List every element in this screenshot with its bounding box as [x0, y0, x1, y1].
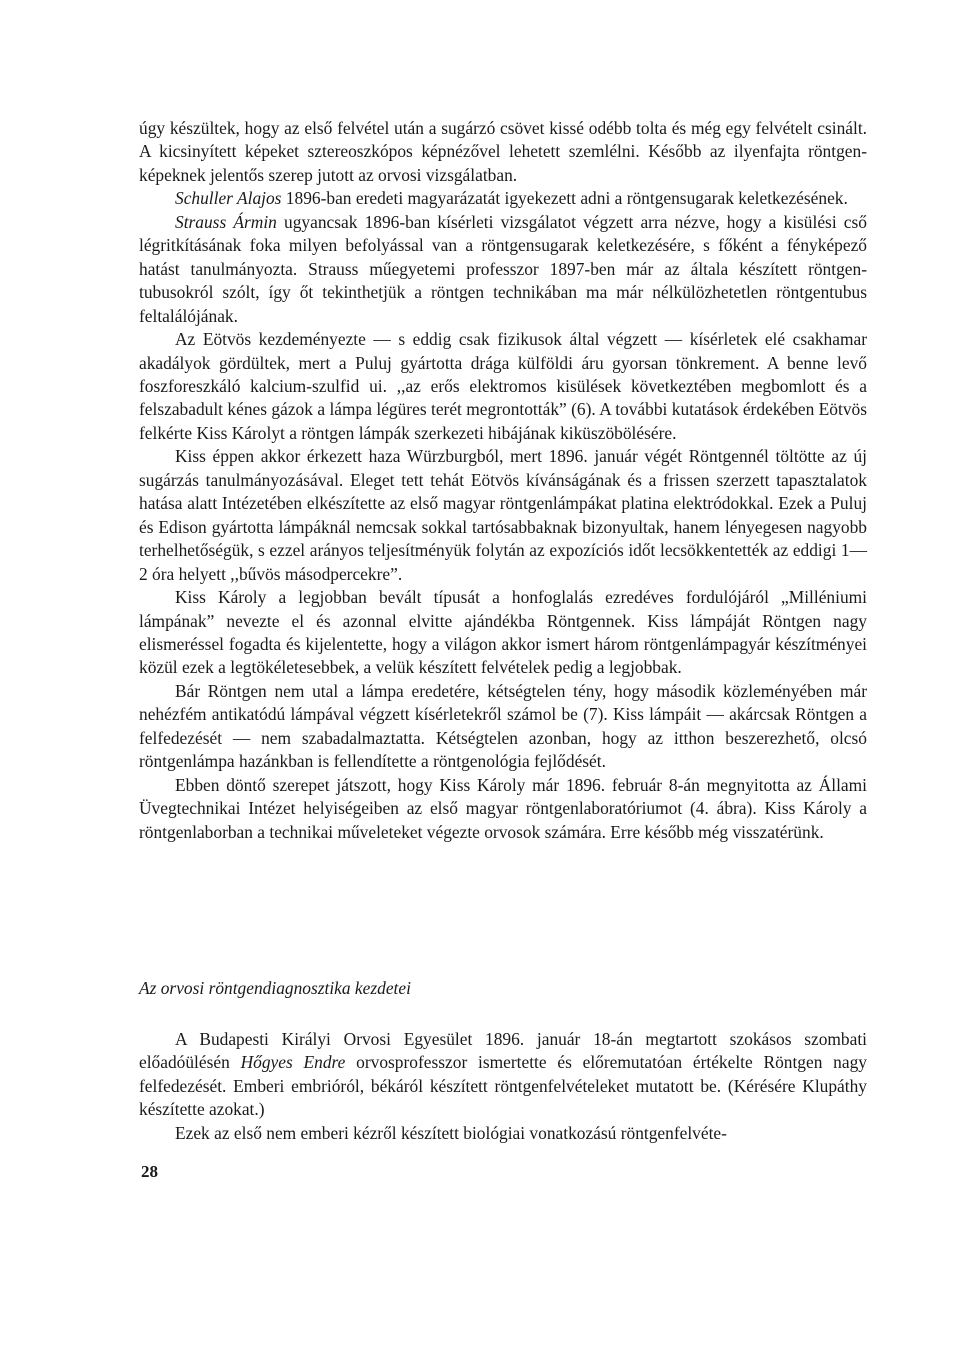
- paragraph-schuller: [139, 187, 867, 210]
- paragraph-intro: úgy készültek, hogy az első felvétel után a sugárzó csövet kissé odébb tolta és még egy felvételt csinált. A kicsinyített képeket sztereoszkópos képnézővel lehetett szemlélni. Később az ilyenfajta röntgen-képeknek jelentős szerep jutott az orvosi vizsgálatban.: [139, 118, 867, 185]
- paragraph-laboratory: Ebben döntő szerepet játszott, hogy Kiss Károly már 1896. február 8-án megnyitotta az Állami Üvegtechnikai Intézet helyiségeiben az első magyar röntgenlaboratóriumot (4. ábra). Kiss Károly a röntgenlaborban a technikai műveleteket végezte orvosok számára. Erre később még visszatérünk.: [139, 774, 867, 842]
- paragraph-millenium-lamp: Kiss Károly a legjobban bevált típusát a honfoglalás ezredéves fordulójáról „Milléniumi lámpának” nevezte el és azonnal elvitte ajándékba Röntgennek. Kiss lámpáját Röntgen nagy elismeréssel fogadta és kijelentette, hogy a világon akkor ismert három röntgenlámpagyár készítményei közül ezek a legtökéletesebbek, a velük készített felvételek pedig a legjobbak.: [139, 587, 867, 678]
- paragraph-strauss-text: ugyancsak 1896-ban kísérleti vizsgálatot végzett arra nézve, hogy a kisülési cső légritkításának foka milyen befolyással van a röntgensugarak keletkezésére, s főként a fényképező hatást tanulmányozta. Strauss műegyetemi professzor 1897-ben már az általa készített röntgen-tubusokról szólt, így őt tekinthetjük a röntgen technikában ma már nélkülözhetetlen röntgentubus feltalálójának.: [139, 211, 867, 326]
- person-name-schuller: Schuller Alajos: [175, 188, 282, 209]
- paragraph-rontgen-reference: Bár Röntgen nem utal a lámpa eredetére, kétségtelen tény, hogy második közleményében már nehézfém antikatódú lámpával végzett kísérletekről számol be (7). Kiss lámpáit — akárcsak Röntgen a felfedezését — nem szabadalmaztatta. Kétségtelen azonban, hogy az itthon beszerezhető, olcsó röntgenlámpa hazánkban is fellendítette a röntgenológia fejlődését.: [139, 680, 867, 772]
- schuller-year: 1896-ban: [285, 188, 352, 209]
- paragraph-kiss-arrival: Kiss éppen akkor érkezett haza Würzburgból, mert 1896. január végét Röntgennél töltötte az új sugárzás tanulmányozásával. Eleget tett tehát Eötvös kívánságának és a frissen szerzett tapasztalatok hatása alatt Intézetében elkészítette az első magyar röntgenlámpákat platina elektródokkal. Ezek a Puluj és Edison gyártotta lámpáknál nemcsak sokkal tartósabbaknak bizonyultak, hanem lényegesen nagyobb terhelhetőségük, s ezzel arányos teljesítményük folytán az expozíciós időt lecsökkentették az eddigi 1—2 óra helyett ,,bűvös másodpercekre”.: [139, 446, 867, 584]
- section-title: Az orvosi röntgendiagnosztika kezdetei: [139, 978, 411, 998]
- paragraph-hogyes: [139, 1028, 867, 1122]
- person-name-strauss: Strauss Ármin: [175, 211, 277, 232]
- paragraph-hogyes-before: A Budapesti Királyi Orvosi Egyesület 1896. január 18-án megtartott szokásos szombati előadóülésén: [139, 1029, 867, 1073]
- body-text: [139, 117, 867, 844]
- page-number: 28: [141, 1162, 158, 1181]
- person-name-hogyes: Hőgyes Endre: [240, 1052, 346, 1073]
- paragraph-schuller-text: eredeti magyarázatát igyekezett adni a röntgensugarak keletkezésének.: [355, 188, 848, 209]
- section-body-text: [139, 1028, 867, 1145]
- paragraph-eotvos: Az Eötvös kezdeményezte — s eddig csak fizikusok által végzett — kísérletek elé csakhamar akadályok gördültek, mert a Puluj gyártotta drága külföldi áru gyorsan tönkrement. A benne levő foszforeszkáló kalcium-szulfid ui. ,,az erős elektromos kisülések következtében megbomlott és a felszabadult kénes gázok a lámpa légüres terét megrontották” (6). A további kutatások érdekében Eötvös felkérte Kiss Károlyt a röntgen lámpák szerkezeti hibájának kiküszöbölésére.: [139, 329, 867, 443]
- paragraph-hogyes-after: orvosprofesszor ismertette és előremutatóan értékelte Röntgen nagy felfedezését. Emberi embrióról, békáról készített röntgenfelvételeket mutatott be. (Kérésére Klupáthy készítette azokat.): [139, 1052, 867, 1120]
- paragraph-strauss: [139, 211, 867, 328]
- paragraph-biological-images: Ezek az első nem emberi kézről készített biológiai vonatkozású röntgenfelvéte-: [175, 1122, 727, 1143]
